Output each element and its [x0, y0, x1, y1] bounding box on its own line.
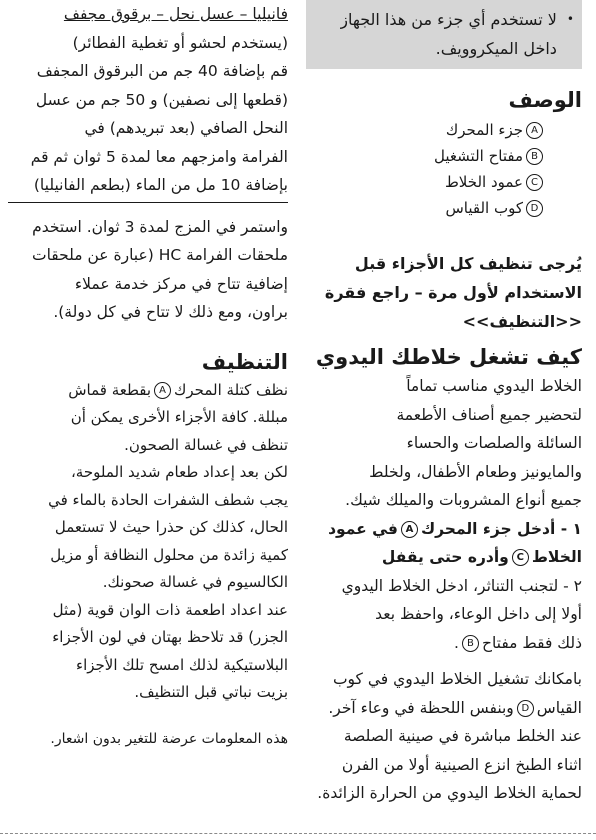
step-2-line-text: ٢ - لتجنب التناثر، ادخل الخلاط اليدوي — [341, 576, 582, 595]
cleaning-line-text: نظف كتلة المحرك — [174, 380, 288, 399]
part-letter-a-icon: A — [154, 382, 171, 399]
intro-line: لتحضير جميع أصناف الأطعمة — [396, 405, 582, 424]
microwave-warning-box — [306, 0, 582, 69]
part-letter-a-icon: A — [401, 521, 418, 538]
cleaning-line — [8, 514, 288, 542]
cleaning-line-text-end: بقطعة قماش — [68, 380, 152, 399]
vanilla-line: بإضافة 10 مل من الماء (بطعم الفانيليا) — [33, 176, 288, 194]
right-column — [306, 0, 582, 808]
vanilla-recipe — [8, 0, 288, 203]
intro-line: الخلاط اليدوي مناسب تماماً — [406, 377, 582, 395]
step-1-line — [306, 515, 582, 544]
part-letter-d-icon: D — [517, 700, 534, 717]
warning-line: لا تستخدم أي جزء من هذا الجهاز — [340, 10, 557, 29]
notice-line: <<التنظيف>> — [462, 312, 582, 331]
cleaning-line-text: تنظف في غسالة الصحون. — [124, 435, 288, 454]
vanilla-heading: فانيليا – عسل نحل – برقوق مجفف — [63, 5, 288, 23]
cleaning-line-text: الحال، كذلك كن حذرا حيث لا تستعمل — [54, 518, 288, 536]
vanilla-line: الفرامة وامزجهم معا لمدة 5 ثوان ثم قم — [30, 147, 288, 166]
cleaning-line-text: عند اعداد اطعمة ذات الوان قوية (مثل — [52, 600, 288, 619]
vanilla-line: النحل الصافي (بعد تبريدهم) في — [84, 119, 288, 137]
intro-line: والمايونيز وطعام الأطفال، ولخلط — [369, 462, 582, 481]
vanilla-line: (قطعها إلى نصفين) و 50 جم من عسل — [35, 90, 288, 109]
step-1-line-text: ١ - أدخل جزء المحرك — [420, 519, 582, 538]
cleaning-line — [8, 542, 288, 570]
usage-line — [306, 694, 582, 723]
part-item — [306, 169, 546, 195]
cleaning-line — [8, 652, 288, 680]
part-letter-d-icon: D — [526, 200, 543, 217]
cleaning-line-text: الكالسيوم في غسالة صحونك. — [102, 573, 288, 591]
accessory-line: ملحقات الفرامة HC (عبارة عن ملحقات — [31, 246, 288, 264]
cleaning-line — [8, 624, 288, 652]
part-letter-b-icon: B — [462, 635, 479, 652]
bullet-icon: • — [566, 12, 574, 26]
step-2-line — [306, 600, 582, 629]
part-letter-b-icon: B — [526, 148, 543, 165]
part-item — [306, 143, 546, 169]
step-2 — [306, 572, 582, 658]
part-label: جزء المحرك — [445, 121, 523, 139]
cleaning-line-text: الجزر) قد تلاحظ بهتان في لون الأجزاء — [52, 628, 288, 646]
part-label: كوب القياس — [445, 199, 523, 217]
cleaning-line — [8, 569, 288, 597]
step-2-line-text-end: . — [454, 633, 459, 652]
usage-line-text: القياس — [536, 698, 582, 717]
cleaning-heading: التنظيف — [201, 349, 288, 374]
intro-line: السائلة والصلصات والحساء — [406, 434, 582, 452]
usage-line — [306, 665, 582, 694]
accessory-line: إضافية تتاح في مركز خدمة عملاء — [74, 274, 288, 293]
vanilla-line: قم بإضافة 40 جم من البرقوق المجفف — [36, 62, 288, 80]
description-heading: الوصف — [508, 88, 582, 112]
cleaning-line-text: البلاستيكية لذلك امسح تلك الأجزاء — [76, 655, 288, 674]
vanilla-text — [8, 29, 288, 200]
step-1-line-text-end: في عمود — [328, 519, 398, 538]
page-divider — [0, 832, 596, 834]
cleaning-paragraph — [8, 377, 288, 707]
step-2-line — [306, 572, 582, 601]
usage-line-text: عند الخلط مباشرة في صينية الصلصة — [343, 727, 582, 745]
part-letter-c-icon: C — [526, 174, 543, 191]
cleaning-line — [8, 597, 288, 625]
usage-line-text: اثناء الطبخ انزع الصينية أولا من الفرن — [341, 755, 582, 774]
warning-line: داخل الميكروويف. — [435, 39, 557, 58]
part-item — [306, 117, 546, 143]
parts-list — [306, 117, 582, 221]
usage-line — [306, 779, 582, 808]
part-letter-a-icon: A — [526, 122, 543, 139]
accessory-paragraph — [8, 213, 288, 327]
cleaning-line — [8, 459, 288, 487]
warning-row — [314, 5, 574, 63]
cleaning-line-text: مبللة. كافة الأجزاء الأخرى يمكن أن — [70, 408, 288, 426]
accessory-line: براون، ومع ذلك لا تتاح في كل دولة). — [53, 303, 288, 321]
left-column — [8, 0, 288, 751]
usage-line-text: لحماية الخلاط اليدوي من الحرارة الزائدة. — [317, 784, 582, 802]
usage-line — [306, 722, 582, 751]
part-label: مفتاح التشغيل — [434, 147, 523, 165]
part-letter-c-icon: C — [512, 549, 529, 566]
usage-line — [306, 751, 582, 780]
cleaning-line — [8, 432, 288, 460]
accessory-line: واستمر في المزج لمدة 3 ثوان. استخدم — [32, 217, 288, 236]
cleaning-line-text: يجب شطف الشفرات الحادة بالماء في — [48, 490, 288, 509]
usage-paragraph — [306, 665, 582, 808]
step-1 — [306, 515, 582, 572]
step-2-line-text: ذلك فقط مفتاح — [481, 633, 582, 652]
step-2-line — [306, 629, 582, 658]
cleaning-line — [8, 679, 288, 707]
step-1-line — [306, 543, 582, 572]
step-2-line-text: أولا إلى داخل الوعاء، واحفظ بعد — [375, 605, 582, 623]
vanilla-line: (يستخدم لحشو أو تغطية الفطائر) — [72, 33, 288, 52]
usage-line-text: بامكانك تشغيل الخلاط اليدوي في كوب — [332, 670, 582, 688]
cleaning-line — [8, 377, 288, 405]
usage-line-text-end: وبنفس اللحظة في وعاء آخر. — [328, 698, 514, 717]
how-to-use-heading: كيف تشغل خلاطك اليدوي — [315, 345, 582, 369]
cleaning-line-text: لكن بعد إعداد طعام شديد الملوحة، — [70, 463, 288, 481]
cleaning-line-text: كمية زائدة من محلول النظافة أو مزيل — [50, 545, 288, 564]
warning-text — [340, 5, 557, 63]
cleaning-notice — [306, 249, 582, 336]
notice-line: الاستخدام لأول مرة – راجع فقرة — [324, 283, 582, 302]
step-1-line-text: الخلاط — [531, 548, 582, 566]
intro-paragraph — [306, 372, 582, 515]
step-1-line-text-end: وأدره حتى يقفل — [381, 548, 509, 566]
footnote: هذه المعلومات عرضة للتغير بدون اشعار. — [50, 730, 288, 747]
notice-line: يُرجى تنظيف كل الأجزاء قبل — [354, 254, 582, 273]
part-label: عمود الخلاط — [444, 173, 523, 191]
part-item — [306, 195, 546, 221]
cleaning-line — [8, 487, 288, 515]
cleaning-line-text: بزيت نباتي قبل التنظيف. — [134, 683, 288, 701]
cleaning-line — [8, 404, 288, 432]
intro-line: جميع أنواع المشروبات والميلك شيك. — [345, 491, 582, 509]
